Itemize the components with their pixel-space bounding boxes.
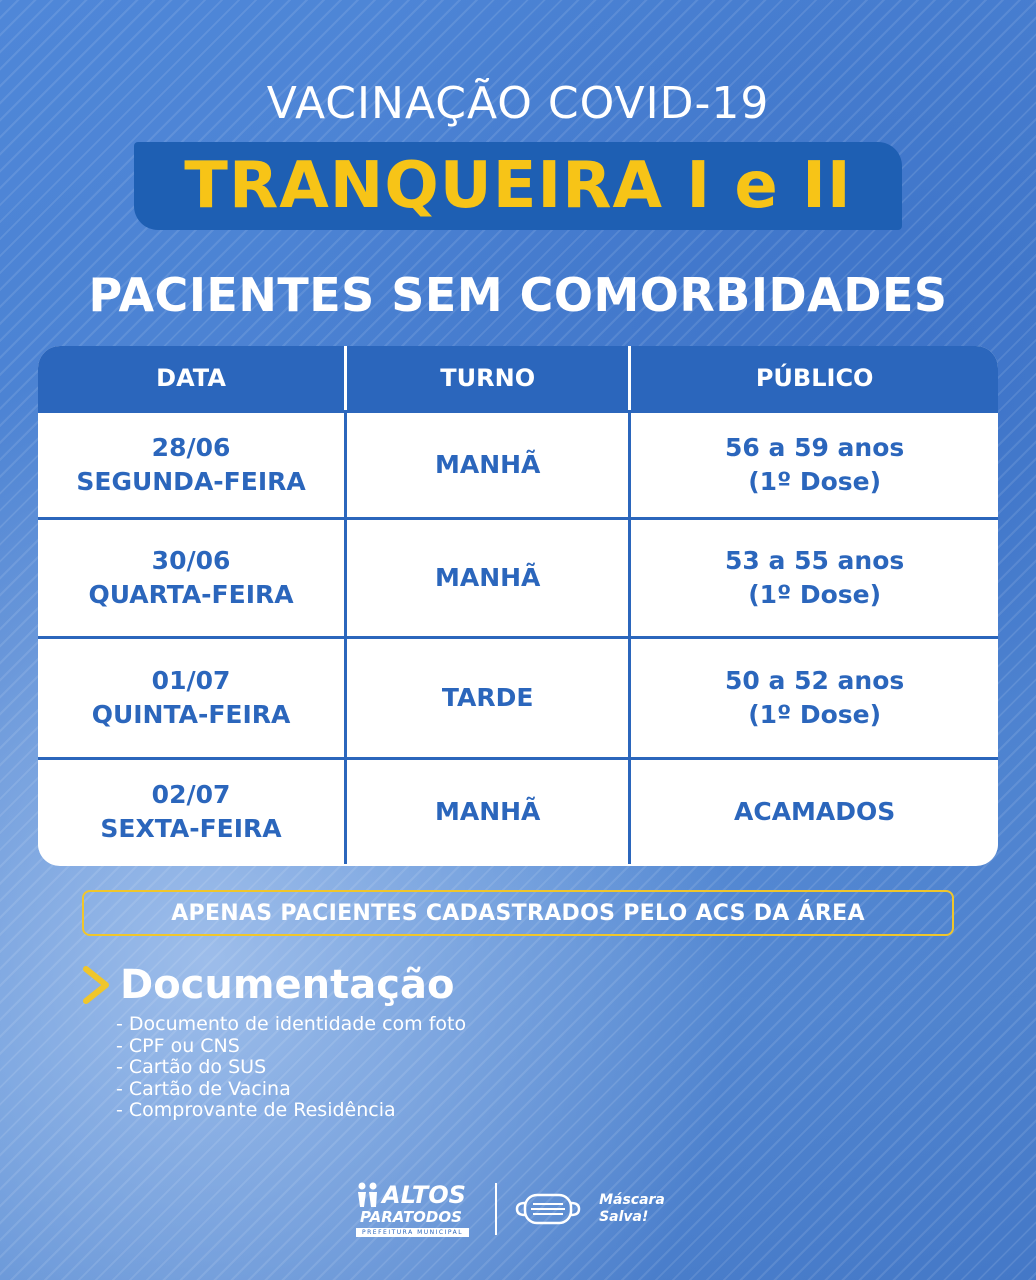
weekday-value: QUINTA-FEIRA — [91, 700, 291, 729]
table-header — [38, 346, 998, 410]
chevron-right-icon — [80, 965, 114, 1005]
shift-cell: TARDE — [347, 639, 631, 757]
mask-slogan — [599, 1192, 665, 1226]
documentation-list — [116, 1014, 466, 1122]
dose-label: (1º Dose) — [748, 467, 882, 496]
documentation-heading — [80, 962, 454, 1008]
documentation-title: Documentação — [120, 962, 455, 1008]
table-row — [38, 410, 998, 517]
audience-cell — [631, 413, 998, 517]
shift-cell: MANHÃ — [347, 520, 631, 636]
shift-cell: MANHÃ — [347, 413, 631, 517]
column-header-data: DATA — [38, 346, 347, 410]
footer — [356, 1178, 665, 1240]
date-cell — [38, 760, 347, 864]
weekday-value: SEXTA-FEIRA — [100, 814, 282, 843]
schedule-table — [38, 346, 998, 866]
dose-label: (1º Dose) — [748, 580, 882, 609]
footer-divider — [495, 1183, 497, 1235]
poster-subtitle: PACIENTES SEM COMORBIDADES — [88, 268, 948, 322]
column-header-turno: TURNO — [347, 346, 631, 410]
age-range: 56 a 59 anos — [725, 433, 905, 462]
audience-cell — [631, 639, 998, 757]
list-item: - Documento de identidade com foto — [116, 1013, 467, 1035]
municipality-logo — [356, 1181, 469, 1237]
weekday-value: SEGUNDA-FEIRA — [76, 467, 306, 496]
people-icon — [356, 1181, 380, 1209]
list-item: - Cartão do SUS — [116, 1056, 267, 1078]
list-item: - CPF ou CNS — [116, 1034, 240, 1057]
table-row — [38, 636, 998, 757]
date-value: 01/07 — [151, 666, 231, 695]
age-range: 53 a 55 anos — [725, 546, 905, 575]
dose-label: (1º Dose) — [748, 700, 882, 729]
logo-text-altos: ALTOS — [382, 1181, 466, 1209]
date-cell — [38, 413, 347, 517]
face-mask-icon — [515, 1189, 581, 1229]
date-cell — [38, 520, 347, 636]
mask-slogan-line2: Salva! — [599, 1209, 649, 1225]
mask-slogan-line1: Máscara — [599, 1192, 665, 1208]
date-value: 02/07 — [151, 780, 231, 809]
table-row — [38, 517, 998, 636]
age-range: ACAMADOS — [734, 797, 896, 826]
location-banner — [134, 142, 902, 230]
logo-text-prefeitura: PREFEITURA MUNICIPAL — [356, 1228, 469, 1237]
date-value: 30/06 — [151, 546, 231, 575]
poster-title: VACINAÇÃO COVID-19 — [266, 78, 770, 129]
shift-cell: MANHÃ — [347, 760, 631, 864]
audience-cell — [631, 520, 998, 636]
eligibility-notice: APENAS PACIENTES CADASTRADOS PELO ACS DA ÁREA — [82, 890, 954, 936]
table-row — [38, 757, 998, 864]
logo-text-paratodos: PARATODOS — [360, 1208, 462, 1226]
column-header-publico: PÚBLICO — [755, 364, 874, 392]
list-item: - Cartão de Vacina — [116, 1077, 291, 1100]
list-item: - Comprovante de Residência — [116, 1099, 396, 1121]
date-cell — [38, 639, 347, 757]
age-range: 50 a 52 anos — [725, 666, 905, 695]
location-name: TRANQUEIRA I e II — [184, 149, 852, 223]
date-value: 28/06 — [151, 433, 231, 462]
audience-cell — [631, 760, 998, 864]
weekday-value: QUARTA-FEIRA — [88, 580, 294, 609]
